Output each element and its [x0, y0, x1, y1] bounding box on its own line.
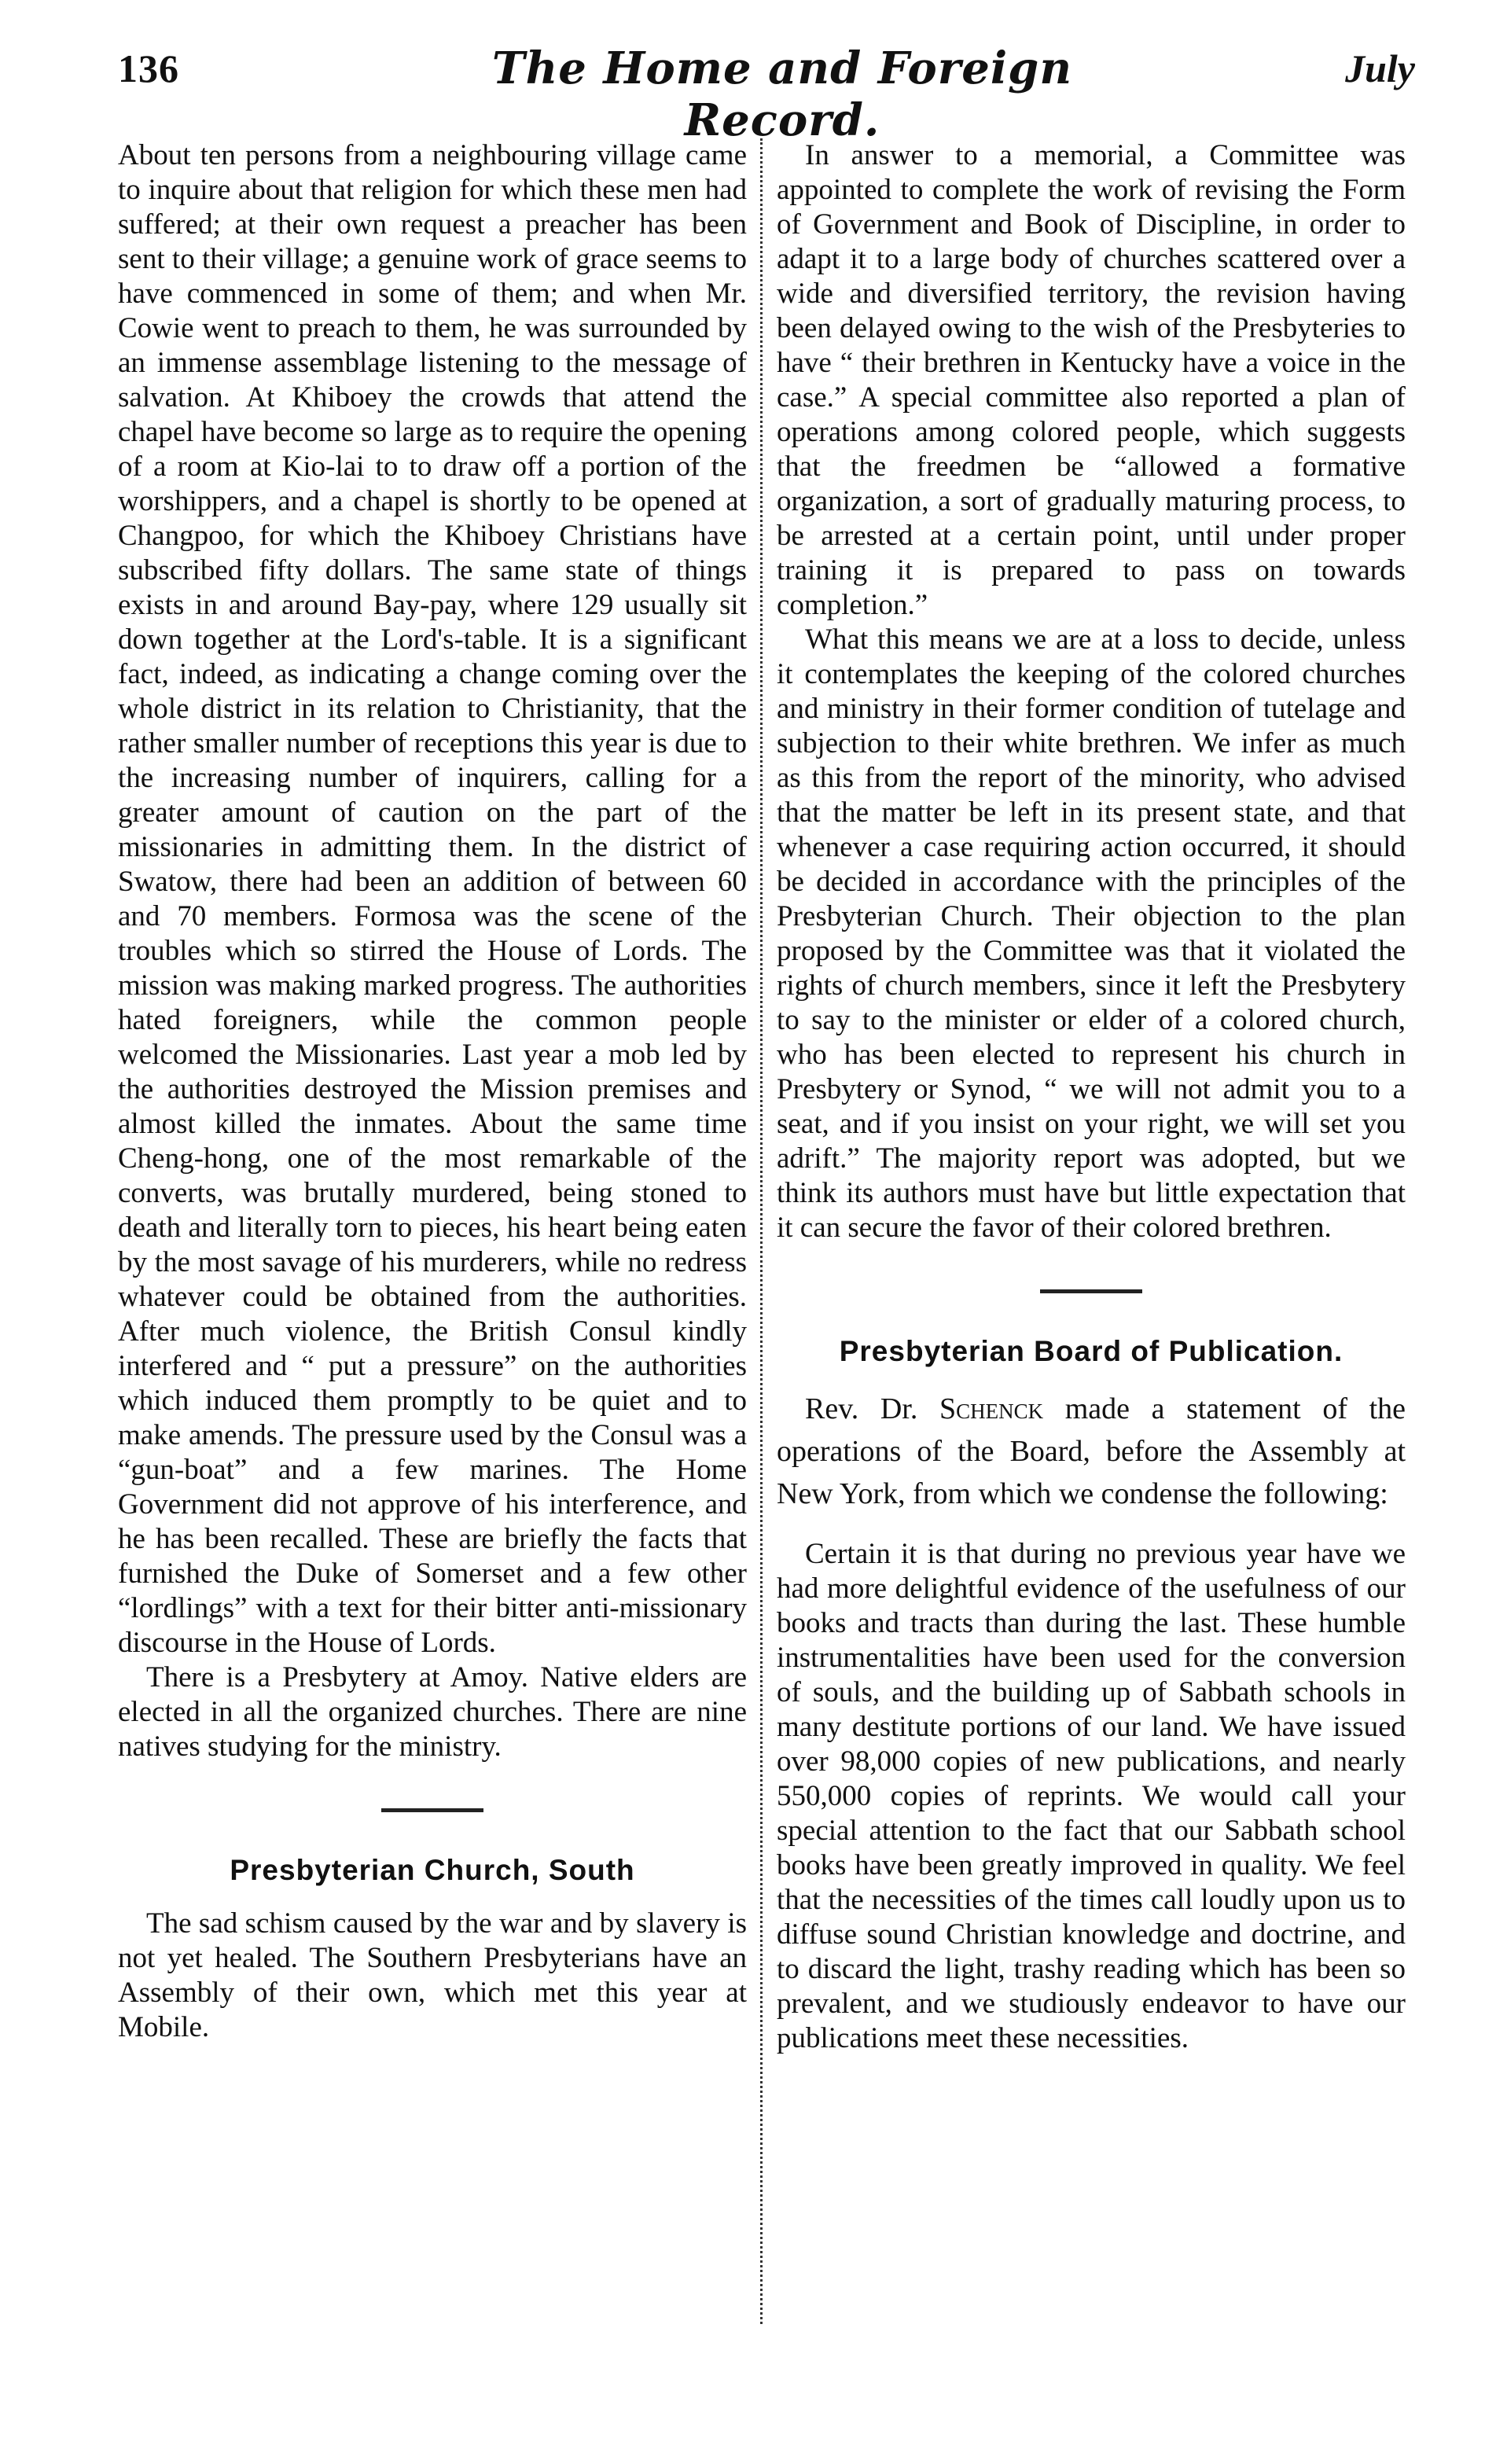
page-number: 136: [118, 46, 179, 90]
intro-name: Schenck: [939, 1392, 1044, 1425]
board-intro: [777, 1388, 1406, 1515]
section-rule: [381, 1808, 483, 1812]
intro-rest: made a statement of the operations of the Board, before the Assembly at New York, from which we condense the following:: [777, 1392, 1406, 1510]
section-rule: [1040, 1289, 1142, 1293]
issue-month: July: [1345, 46, 1415, 90]
page-header: [118, 42, 1415, 146]
right-paragraph-books: Certain it is that during no previous year have we had more delightful evidence of the usefulness of our books and tracts than during the last. These humble instrumentalities have been used for the conversion of souls, and the building up of Sabbath schools in many destitute portions of our land. We have issued over 98,000 copies of new publications, and nearly 550,000 copies of reprints. We would call your special attention to the fact that our Sabbath school books have been greatly improved in quality. We feel that the necessities of the times call loudly upon us to diffuse sound Christian knowledge and doctrine, and to discard the light, trashy reading which has been so prevalent, and we studiously endeavor to have our publications meet these necessities.: [777, 1538, 1406, 2054]
right-column: [777, 138, 1406, 2056]
intro-prefix: Rev. Dr.: [805, 1392, 918, 1425]
section-heading-board-publication: Presbyterian Board of Publication.: [839, 1335, 1343, 1367]
left-paragraph-amoy: There is a Presbytery at Amoy. Native elders are elected in all the organized churches. There are nine natives studying for the ministry.: [118, 1661, 747, 1763]
section-heading-church-south: Presbyterian Church, South: [230, 1854, 635, 1886]
left-column: [118, 138, 747, 2045]
running-title: The Home and Foreign Record.: [491, 42, 1073, 146]
left-paragraph-formosa: About ten persons from a neighbouring village came to inquire about that religion for which these men had suffered; at their own request a preacher has been sent to their village; a genuine work of grace seems to have commenced in some of them; and when Mr. Cowie went to preach to them, he was surrounded by an immense assemblage listening to the message of salvation. At Khiboey the crowds that attend the chapel have become so large as to require the opening of a room at Kio-lai to to draw off a portion of the worshippers, and a chapel is shortly to be opened at Changpoo, for which the Khiboey Christians have subscribed fifty dollars. The same state of things exists in and around Bay-pay, where 129 usually sit down together at the Lord's-table. It is a significant fact, indeed, as indicating a change coming over the whole district in its relation to Christianity, that the rather smaller number of receptions this year is due to the increasing number of inquirers, calling for a greater amount of caution on the part of the missionaries in admitting them. In the district of Swatow, there had been an addition of between 60 and 70 members. Formosa was the scene of the troubles which so stirred the House of Lords. The mission was making marked progress. The authorities hated foreigners, while the common people welcomed the Missionaries. Last year a mob led by the authorities destroyed the Mission premises and almost killed the inmates. About the same time Cheng-hong, one of the most remarkable of the converts, was brutally murdered, being stoned to death and literally torn to pieces, his heart being eaten by the most savage of his murderers, while no redress whatever could be obtained from the authorities. After much violence, the British Consul kindly interfered and “ put a pressure” on the authorities which induced them promptly to be quiet and to make amends. The pressure used by the Consul was a “gun-boat” and a few marines. The Home Government did not approve of his interference, and he has been recalled. These are briefly the facts that furnished the Duke of Somerset and a few other “lordlings” with a text for their bitter anti-missionary discourse in the House of Lords.: [118, 139, 747, 1659]
right-paragraph-memorial: In answer to a memorial, a Committee was appointed to complete the work of revising the Form of Government and Book of Discipline, in order to adapt it to a large body of churches scattered over a wide and diversified territory, the revision having been delayed owing to the wish of the Presbyteries to have “ their brethren in Kentucky have a voice in the case.” A special committee also reported a plan of operations among colored people, which suggests that the freedmen be “allowed a formative organization, a sort of gradually maturing process, to be arrested at a certain point, until under proper training it is prepared to pass on towards completion.”: [777, 139, 1406, 621]
left-paragraph-schism: The sad schism caused by the war and by slavery is not yet healed. The Southern Presbyterians have an Assembly of their own, which met this year at Mobile.: [118, 1907, 747, 2043]
column-divider: [760, 138, 763, 2324]
right-paragraph-minority: What this means we are at a loss to decide, unless it contemplates the keeping of the colored churches and ministry in their former condition of tutelage and subjection to their white brethren. We infer as much as this from the report of the minority, who advised that the matter be left in its present state, and that whenever a case requiring action occurred, it should be decided in accordance with the principles of the Presbyterian Church. Their objection to the plan proposed by the Committee was that it violated the rights of church members, since it left the Presbytery to say to the minister or elder of a colored church, who has been elected to represent his church in Presbytery or Synod, “ we will not admit you to a seat, and if you insist on your right, we will set you adrift.” The majority report was adopted, but we think its authors must have but little expectation that it can secure the favor of their colored brethren.: [777, 623, 1406, 1244]
